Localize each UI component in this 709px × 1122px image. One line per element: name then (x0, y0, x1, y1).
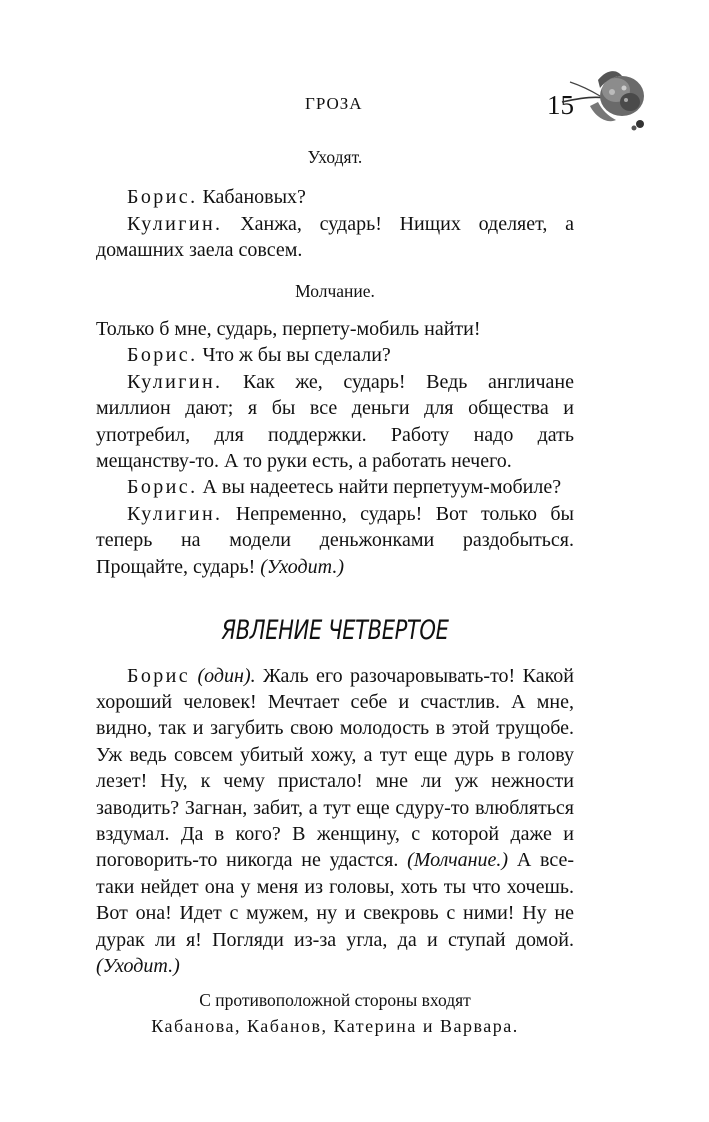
speaker-name: Борис. (127, 186, 198, 209)
speaker-name: Борис (127, 664, 191, 687)
remark: (Уходит.) (260, 555, 344, 578)
remark: (Уходит.) (96, 954, 180, 977)
dialogue-line (96, 211, 574, 264)
speech: Кабановых? (197, 186, 306, 209)
dialogue-line (96, 342, 574, 368)
page-number: 15 (547, 90, 574, 120)
stage-direction: Уходят. (307, 147, 363, 167)
running-head: ГРОЗА (305, 94, 363, 113)
dialogue-line (96, 501, 574, 580)
dialogue-line (96, 474, 574, 500)
stage-direction: Молчание. (295, 280, 375, 301)
closing-line: С противоположной стороны входят (199, 990, 471, 1011)
closing-stage-direction (96, 987, 574, 1039)
speech: А вы надеетесь найти перпетуум-мобиле? (197, 476, 562, 499)
speech: Непременно, сударь! Вот только бы теперь на модели деньжонками раздобыться. Прощайте, сударь! (96, 502, 574, 578)
dialogue-line: Только б мне, сударь, перпету-мобиль найти! (96, 318, 481, 341)
speaker-name: Кулигин. (127, 212, 223, 235)
flower-ornament-icon (560, 62, 650, 134)
page-text (96, 144, 574, 1039)
speaker-name: Борис. (127, 476, 198, 499)
speech: А все-таки нейдет она у меня из головы, хоть ты что хочешь. Вот она! Идет с мужем, ну и свекровь с ними! Ну не дурак ли я! Погляди из-за угла, да и ступай домой. (96, 849, 574, 951)
speaker-name: Кулигин. (127, 502, 223, 525)
speech: Что ж бы вы сделали? (197, 344, 391, 367)
dialogue-line (96, 369, 574, 475)
character-list: Кабанова, Кабанов, Катерина и Варвара. (151, 1016, 519, 1037)
scene-title: ЯВЛЕНИЕ ЧЕТВЕРТОЕ (221, 615, 449, 647)
speech: Ханжа, сударь! Нищих оделяет, а домашних заела совсем. (96, 212, 574, 262)
speaker-name: Кулигин. (127, 370, 223, 393)
speech: Жаль его разочаровывать-то! Какой хороший человек! Мечтает себе и счастлив. А мне, видно, так и загубить свою молодость в этой трущобе. Уж ведь совсем убитый хожу, а тут еще дурь в голову лезет! Ну, к чему пристало! мне ли уж нежности заводить? Загнан, забит, а тут еще сдуру-то влюбляться вздумал. Да в кого? В женщину, с которой даже и поговорить-то никогда не удастся. (96, 664, 574, 872)
remark: (один). (190, 664, 256, 687)
monologue (96, 663, 574, 980)
speech: Как же, сударь! Ведь англичане миллион дают; я бы все деньги для общества и употребил, для поддержки. Работу надо дать мещанству-то. А то руки есть, а работать нечего. (96, 370, 574, 473)
dialogue-line (96, 184, 574, 210)
speaker-name: Борис. (127, 344, 198, 367)
remark: (Молчание.) (407, 849, 509, 872)
